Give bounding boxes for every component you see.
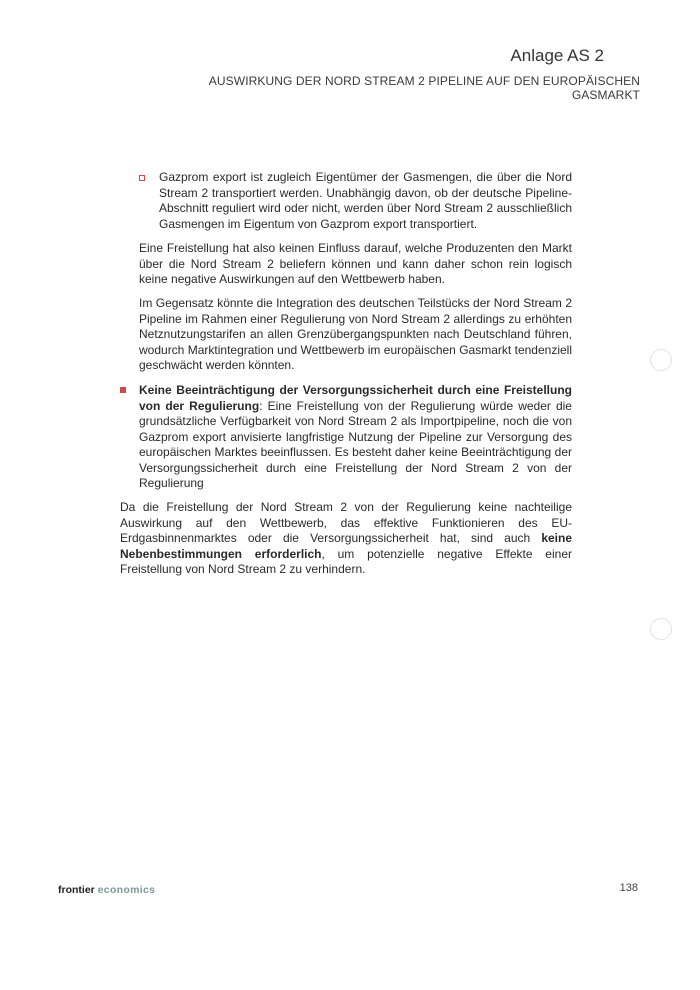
document-subtitle: [170, 74, 640, 102]
punch-hole-icon: [650, 349, 672, 371]
annex-label: Anlage AS 2: [510, 46, 604, 65]
sub-bullet-text: Gazprom export ist zugleich Eigentümer der Gasmengen, die über die Nord Stream 2 transportiert werden. Unabhängig davon, ob der deutsche Pipeline-Abschnitt reguliert wird oder nicht, werden über Nord Stream 2 ausschließlich Gasmengen im Eigentum von Gazprom export transportiert.: [159, 170, 572, 231]
paragraph-freistellung-einfluss: Eine Freistellung hat also keinen Einfluss darauf, welche Produzenten den Markt über die Nord Stream 2 beliefern können und kann daher schon rein logisch keine negative Auswirkungen auf den Wettbewerb haben.: [139, 241, 572, 286]
paragraph-im-gegensatz: Im Gegensatz könnte die Integration des deutschen Teilstücks der Nord Stream 2 Pipeline im Rahmen einer Regulierung von Nord Stream 2 allerdings zu erhöhten Netznutzungstarifen an allen Grenzübergangspunkten nach Deutschland führen, wodurch Marktintegration und Wettbewerb im europäischen Gasmarkt tendenziell geschwächt werden könnten.: [139, 296, 572, 372]
filled-square-bullet-icon: [120, 387, 126, 393]
main-bullet-item: [120, 383, 572, 492]
bullet-body: : Eine Freistellung von der Regulierung würde weder die grundsätzliche Verfügbarkeit von Nord Stream 2 als Importpipeline, noch die von Gazprom export anvisierte langfristige Nutzung der Pipeline zur Versorgung des europäischen Marktes beeinflussen. Es besteht daher keine Beeinträchtigung der Versorgungssicherheit durch eine Freistellung der Nord Stream 2 von der Regulierung: [139, 398, 572, 490]
subtitle-line-1: AUSWIRKUNG DER NORD STREAM 2 PIPELINE AUF DEN EUROPÄISCHEN: [208, 74, 640, 88]
bullet-heading: Keine Beeinträchtigung der Versorgungssicherheit durch eine Freistellung von der Regulierung: [139, 383, 572, 413]
sub-bullet-item: [139, 170, 572, 232]
conclusion-text-2: , um potenzielle negative Effekte einer Freistellung von Nord Stream 2 zu verhindern.: [120, 546, 572, 576]
frontier-economics-logo: [58, 884, 155, 896]
brand-economics: economics: [97, 884, 156, 896]
page-number: 138: [619, 882, 638, 894]
brand-frontier: frontier: [58, 884, 95, 896]
conclusion-paragraph: [120, 500, 572, 578]
punch-hole-icon: [650, 618, 672, 640]
main-bullet-text: [139, 383, 572, 492]
subtitle-line-2: GASMARKT: [571, 88, 640, 102]
conclusion-emphasis: keine Nebenbestimmungen erforderlich: [120, 531, 572, 561]
hollow-square-bullet-icon: [139, 175, 145, 181]
conclusion-text-1: Da die Freistellung der Nord Stream 2 von der Regulierung keine nachteilige Auswirkung auf den Wettbewerb, das effektive Funktionieren des EU-Erdgasbinnenmarktes oder die Versorgungssicherheit hat, sind auch: [120, 500, 572, 545]
